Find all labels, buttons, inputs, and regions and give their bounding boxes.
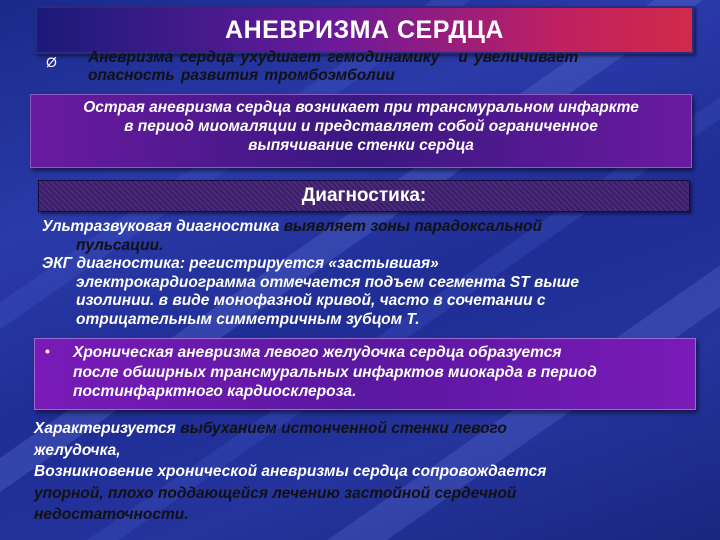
acute-aneurysm-box <box>30 94 692 168</box>
ecg-cont: изолинии. в виде монофазной кривой, часто в сочетании с <box>76 292 546 309</box>
acute-text <box>37 98 685 155</box>
final-line: Возникновение хронической аневризмы сердца сопровождается <box>34 463 547 480</box>
ultrasound-label: Ультразвуковая диагностика <box>42 218 280 235</box>
acute-line: выпячивание стенки сердца <box>248 137 474 154</box>
intro-line: опасность развития тромбоэмболии <box>88 67 395 84</box>
arrow-bullet-icon: Ø <box>46 54 57 70</box>
acute-line: в период миомаляции и представляет собой ограниченное <box>124 118 598 135</box>
ecg-line <box>42 255 682 274</box>
ecg-rest: : регистрируется «застывшая» <box>179 255 439 272</box>
ultrasound-line <box>42 218 682 237</box>
ecg-label: ЭКГ диагностика <box>42 255 180 272</box>
final-line: недостаточности. <box>34 506 189 523</box>
intro-line: Аневризма сердца ухудшает гемодинамику и увеличивает <box>88 49 579 66</box>
ecg-cont: отрицательным симметричным зубцом Т. <box>76 310 420 328</box>
char-cont: желудочка, <box>34 441 121 459</box>
ultrasound-rest: выявляет зоны парадоксальной <box>279 218 542 235</box>
chronic-aneurysm-box <box>34 338 696 410</box>
diagnostics-text <box>42 218 682 329</box>
slide-title: АНЕВРИЗМА СЕРДЦА <box>225 16 504 44</box>
ultrasound-cont: пульсации. <box>76 236 164 254</box>
chronic-text <box>73 343 687 402</box>
title-banner <box>35 6 694 54</box>
diagnostics-heading: Диагностика: <box>301 185 427 206</box>
chronic-line: постинфарктного кардиосклероза. <box>73 383 357 400</box>
ecg-cont: электрокардиограмма отмечается подъем сегмента ST выше <box>76 273 579 291</box>
char-line <box>34 418 674 440</box>
bullet-icon: • <box>45 343 50 359</box>
char-label: Характеризуется <box>34 420 176 437</box>
characteristics-text <box>34 418 674 526</box>
char-rest: выбуханием истонченной стенки левого <box>175 420 507 437</box>
chronic-line: Хроническая аневризма левого желудочка сердца образуется <box>73 344 562 361</box>
acute-line: Острая аневризма сердца возникает при трансмуральном инфаркте <box>83 99 639 116</box>
final-line: упорной, плохо поддающейся лечению застойной сердечной <box>34 484 517 502</box>
diagnostics-header-box <box>38 180 690 212</box>
intro-text <box>88 49 693 85</box>
chronic-line: после обширных трансмуральных инфарктов миокарда в период <box>73 363 597 381</box>
